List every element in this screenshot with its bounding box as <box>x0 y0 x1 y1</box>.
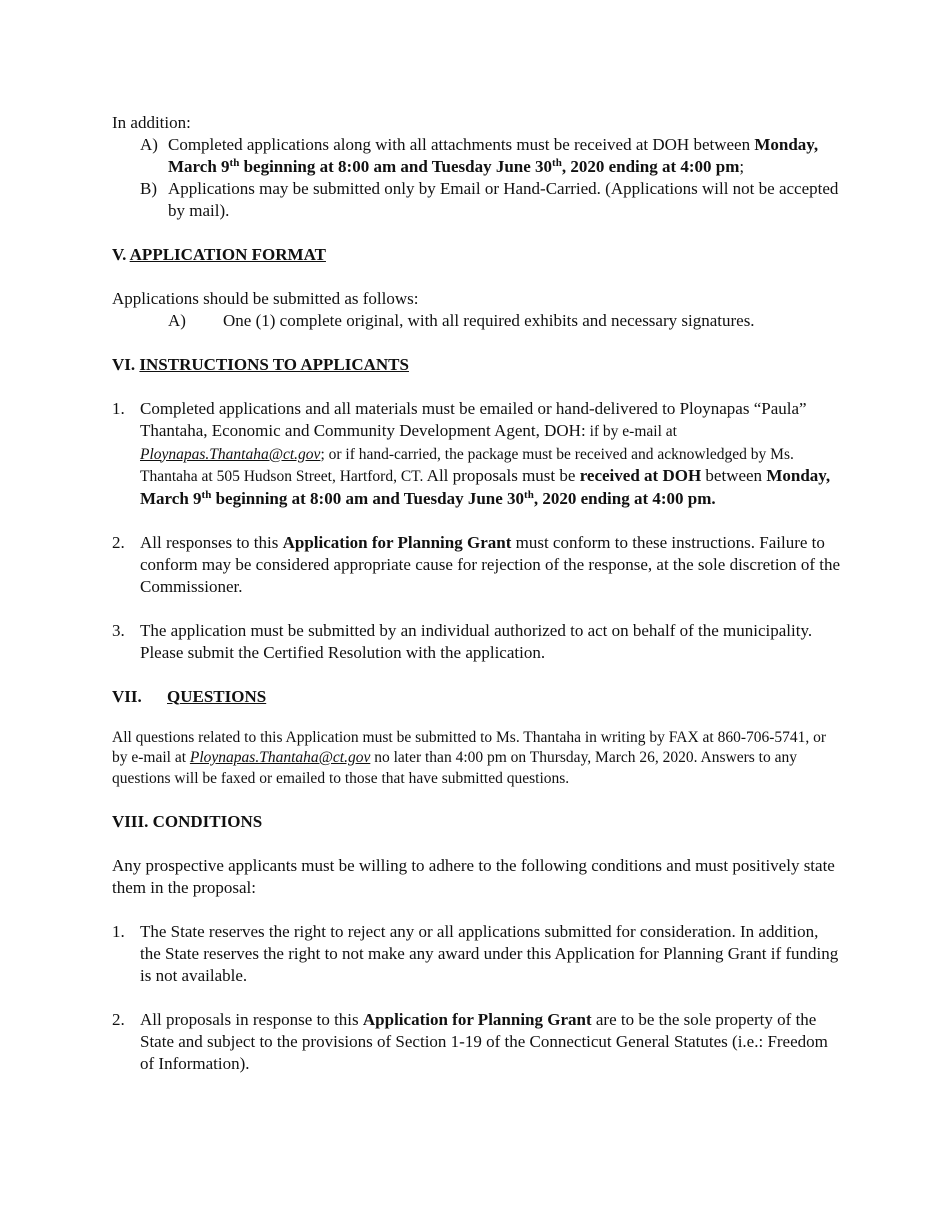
instruction-item-2 <box>112 532 842 598</box>
section-v-number: V. <box>112 245 127 264</box>
condition-2-text <box>140 1009 842 1075</box>
instruction-1-marker: 1. <box>112 399 125 418</box>
instruction-1-sup1: th <box>201 488 212 501</box>
intro-a-bold-date1: Monday, March 9 <box>168 135 819 176</box>
condition-2-part2: are to be the sole property of the State and subject to the provisions of Section 1-19 of the Connecticut General Statutes (i.e.: Freedom of Information). <box>140 1010 828 1073</box>
format-item-a <box>168 310 842 332</box>
document-page <box>112 112 842 1075</box>
condition-item-1 <box>112 921 842 987</box>
instruction-item-1 <box>112 398 842 510</box>
instruction-1-bold4: , 2020 ending at 4:00 pm. <box>533 488 716 508</box>
instruction-1-text <box>140 398 842 510</box>
format-lead: Applications should be submitted as follows: <box>112 289 419 308</box>
intro-item-a <box>140 134 842 178</box>
instruction-1-sup2: th <box>524 488 534 501</box>
condition-2-bold: Application for Planning Grant <box>362 1010 592 1029</box>
instruction-1-bold3: beginning at 8:00 am and Tuesday June 30 <box>211 488 525 508</box>
section-viii-heading: VIII. CONDITIONS <box>112 812 263 831</box>
intro-item-b-marker: B) <box>140 179 157 198</box>
section-vii-number: VII. <box>112 686 142 706</box>
instruction-1-email: Ploynapas.Thantaha@ct.gov <box>140 445 321 463</box>
intro-a-bold-end: , 2020 ending at 4:00 pm <box>561 157 740 176</box>
conditions-lead: Any prospective applicants must be willing to adhere to the following conditions and must positively state them in the proposal: <box>112 856 835 897</box>
condition-1-text: The State reserves the right to reject any or all applications submitted for consideration. In addition, the State reserves the right to not make any award under this Application for Planning Grant if funding is not available. <box>140 922 839 985</box>
instruction-2-bold: Application for Planning Grant <box>282 532 512 552</box>
questions-email: Ploynapas.Thantaha@ct.gov <box>189 749 371 766</box>
instruction-1-part1: Completed applications and all materials must be emailed or hand-delivered to Ploynapas “Paula” Thantaha, Economic and Community Development Agent, DOH: <box>140 399 807 440</box>
condition-item-2 <box>112 1009 842 1075</box>
section-vii-heading <box>112 686 842 708</box>
format-item-marker: A) <box>168 311 186 330</box>
condition-2-part1: All proposals in response to this <box>140 1010 363 1029</box>
intro-a-sup2: th <box>552 157 562 169</box>
intro-item-b <box>140 178 842 222</box>
section-v-heading <box>112 244 842 266</box>
format-item-text: One (1) complete original, with all required exhibits and necessary signatures. <box>223 311 755 330</box>
intro-a-tail: ; <box>739 157 745 176</box>
instruction-2-text <box>140 532 842 598</box>
intro-a-plain: Completed applications along with all attachments must be received at DOH between <box>168 135 755 154</box>
section-v-title: APPLICATION FORMAT <box>129 245 326 264</box>
intro-heading: In addition: <box>112 113 191 132</box>
instruction-item-3 <box>112 620 842 664</box>
questions-part2: no later than 4:00 pm on Thursday, March 26, 2020. Answers to any questions will be faxed or emailed to those that have submitted questions. <box>112 749 797 787</box>
condition-1-marker: 1. <box>112 922 125 941</box>
intro-a-bold-date2: beginning at 8:00 am and Tuesday June 30 <box>239 157 553 176</box>
instruction-1-part3: ; or if hand-carried, the package must be received and acknowledged by Ms. Thantaha at 505 Hudson Street, Hartford, CT. <box>140 445 794 485</box>
intro-a-sup1: th <box>229 157 240 169</box>
instruction-3-marker: 3. <box>112 620 125 640</box>
questions-text <box>112 728 842 790</box>
instruction-2-part2: must conform to these instructions. Failure to conform may be considered appropriate cause for rejection of the response, at the sole discretion of the Commissioner. <box>140 532 841 596</box>
instruction-1-bold2: Monday, March 9 <box>140 466 831 508</box>
instruction-3-text: The application must be submitted by an individual authorized to act on behalf of the municipality. Please submit the Certified Resolution with the application. <box>140 620 813 662</box>
instruction-2-marker: 2. <box>112 532 125 552</box>
instruction-2-part1: All responses to this <box>140 532 283 552</box>
section-vi-number: VI. <box>112 355 136 374</box>
instruction-1-bold1: received at DOH <box>579 466 702 485</box>
section-vi-heading <box>112 354 842 376</box>
instruction-1-part2: if by e-mail at <box>585 423 677 440</box>
questions-part1: All questions related to this Application must be submitted to Ms. Thantaha in writing by FAX at 860-706-5741, or by e-mail at <box>112 728 827 766</box>
intro-item-a-marker: A) <box>140 135 158 154</box>
condition-2-marker: 2. <box>112 1010 125 1029</box>
instruction-1-part4: All proposals must be <box>423 466 580 485</box>
section-vii-title: QUESTIONS <box>167 686 267 706</box>
section-vi-title: INSTRUCTIONS TO APPLICANTS <box>139 355 409 374</box>
instruction-1-part5: between <box>701 466 767 485</box>
intro-item-b-text: Applications may be submitted only by Email or Hand-Carried. (Applications will not be accepted by mail). <box>168 179 839 220</box>
intro-item-a-text <box>168 134 842 178</box>
